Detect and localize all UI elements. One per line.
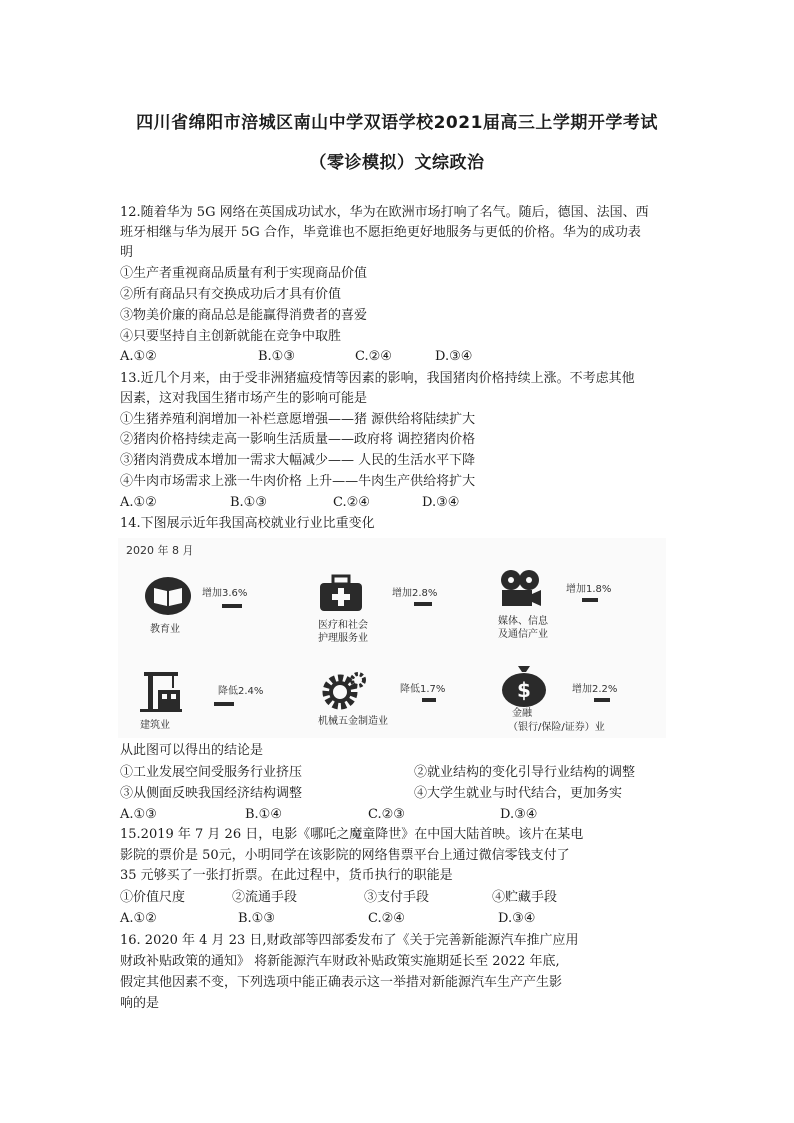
q12-option-c: C.②④ bbox=[355, 349, 392, 364]
card-medical bbox=[318, 574, 468, 654]
q13-statement-4: ④牛肉市场需求上涨一牛肉价格 上升——牛肉生产供给将扩大 bbox=[120, 474, 476, 489]
card-media-change: 增加1.8% bbox=[566, 584, 612, 595]
q13-option-b: B.①③ bbox=[230, 495, 267, 510]
q12-statement-4: ④只要坚持自主创新就能在竞争中取胜 bbox=[120, 329, 342, 344]
q15-stem-line3: 35 元够买了一张打折票。在此过程中，货币执行的职能是 bbox=[120, 868, 453, 883]
card-media-label-line2: 及通信产业 bbox=[498, 629, 548, 640]
q15-option-d: D.③④ bbox=[498, 911, 536, 926]
card-education-bar bbox=[222, 604, 242, 608]
q14-option-d: D.③④ bbox=[500, 807, 538, 822]
card-education-label: 教育业 bbox=[150, 624, 180, 635]
card-medical-change: 增加2.8% bbox=[392, 588, 438, 599]
gear-icon bbox=[318, 670, 366, 712]
card-education bbox=[144, 576, 284, 646]
exam-title-line2: （零诊模拟）文综政治 bbox=[309, 153, 485, 173]
q13-statement-2: ②猪肉价格持续走高一影响生活质量——政府将 调控猪肉价格 bbox=[120, 432, 476, 447]
q15-statement-4: ④贮藏手段 bbox=[492, 890, 558, 905]
infographic-date: 2020 年 8 月 bbox=[126, 544, 194, 557]
q14-option-a: A.①③ bbox=[120, 807, 157, 822]
q13-option-c: C.②④ bbox=[333, 495, 370, 510]
q15-option-a: A.①② bbox=[120, 911, 157, 926]
q14-option-c: C.②③ bbox=[368, 807, 405, 822]
q14-option-b: B.①④ bbox=[245, 807, 282, 822]
q16-stem-line4: 响的是 bbox=[120, 996, 160, 1011]
book-icon bbox=[144, 576, 192, 616]
medical-kit-icon bbox=[318, 574, 364, 612]
q12-stem-line2: 班牙相继与华为展开 5G 合作，毕竟谁也不愿拒绝更好地服务与更低的价格。华为的成功表 bbox=[120, 225, 641, 240]
card-finance-label-line2: （银行/保险/证券）业 bbox=[508, 722, 605, 733]
q15-stem-line2: 影院的票价是 50元，小明同学在该影院的网络售票平台上通过微信零钱支付了 bbox=[120, 848, 570, 863]
card-finance-bar bbox=[594, 698, 610, 702]
q15-option-b: B.①③ bbox=[238, 911, 275, 926]
q14-statement-1: ①工业发展空间受服务行业挤压 bbox=[120, 765, 303, 780]
card-media bbox=[494, 568, 664, 653]
card-education-change: 增加3.6% bbox=[202, 588, 248, 599]
q14-stem-line2: 从此图可以得出的结论是 bbox=[120, 743, 264, 758]
crane-building-icon bbox=[138, 670, 184, 712]
q13-option-a: A.①② bbox=[120, 495, 157, 510]
card-construction-bar bbox=[214, 702, 234, 706]
exam-title-line1: 四川省绵阳市涪城区南山中学双语学校2021届高三上学期开学考试 bbox=[136, 113, 658, 133]
card-construction-label: 建筑业 bbox=[140, 720, 170, 731]
q13-stem-line1: 13.近几个月来，由于受非洲猪瘟疫情等因素的影响，我国猪肉价格持续上涨。不考虑其他 bbox=[120, 371, 635, 386]
q14-stem-line1: 14.下图展示近年我国高校就业行业比重变化 bbox=[120, 516, 375, 531]
card-medical-label-line2: 护理服务业 bbox=[318, 633, 368, 644]
q13-option-d: D.③④ bbox=[422, 495, 460, 510]
card-finance bbox=[498, 662, 666, 736]
card-media-bar bbox=[582, 598, 598, 602]
card-construction bbox=[138, 670, 288, 736]
film-camera-icon bbox=[494, 568, 544, 612]
q12-option-a: A.①② bbox=[120, 349, 157, 364]
q14-statement-3: ③从侧面反映我国经济结构调整 bbox=[120, 786, 303, 801]
svg-text:$: $ bbox=[517, 678, 531, 702]
q13-statement-1: ①生猪养殖利润增加一补栏意愿增强——猪 源供给将陆续扩大 bbox=[120, 412, 476, 427]
card-machinery-change: 降低1.7% bbox=[400, 684, 446, 695]
q13-statement-3: ③猪肉消费成本增加一需求大幅减少—— 人民的生活水平下降 bbox=[120, 453, 476, 468]
card-finance-change: 增加2.2% bbox=[572, 684, 618, 695]
card-machinery-bar bbox=[422, 698, 436, 702]
q15-statement-2: ②流通手段 bbox=[232, 890, 298, 905]
q12-option-b: B.①③ bbox=[258, 349, 295, 364]
card-construction-change: 降低2.4% bbox=[218, 686, 264, 697]
card-media-label-line1: 媒体、信息 bbox=[498, 616, 548, 627]
q15-option-c: C.②④ bbox=[368, 911, 405, 926]
card-medical-label-line1: 医疗和社会 bbox=[318, 620, 368, 631]
q14-statement-4: ④大学生就业与时代结合，更加务实 bbox=[414, 786, 623, 801]
q12-stem-line3: 明 bbox=[120, 245, 134, 260]
q12-statement-3: ③物美价廉的商品总是能赢得消费者的喜爱 bbox=[120, 308, 368, 323]
q15-statement-3: ③支付手段 bbox=[364, 890, 430, 905]
q12-statement-2: ②所有商品只有交换成功后才具有价值 bbox=[120, 287, 342, 302]
q13-stem-line2: 因素，这对我国生猪市场产生的影响可能是 bbox=[120, 391, 368, 406]
q15-stem-line1: 15.2019 年 7 月 26 日，电影《哪吒之魔童降世》在中国大陆首映。该片在某电 bbox=[120, 827, 584, 842]
card-finance-label-line1: 金融 bbox=[512, 708, 532, 719]
employment-infographic bbox=[118, 538, 666, 738]
card-medical-bar bbox=[414, 602, 432, 606]
q15-statement-1: ①价值尺度 bbox=[120, 890, 186, 905]
q12-option-d: D.③④ bbox=[435, 349, 473, 364]
q16-stem-line1: 16. 2020 年 4 月 23 日,财政部等四部委发布了《关于完善新能源汽车推广应用 bbox=[120, 933, 579, 948]
q12-statement-1: ①生产者重视商品质量有利于实现商品价值 bbox=[120, 266, 368, 281]
q16-stem-line2: 财政补贴政策的通知》 将新能源汽车财政补贴政策实施期延长至 2022 年底, bbox=[120, 954, 560, 969]
money-bag-icon bbox=[498, 662, 550, 708]
q12-stem-line1: 12.随着华为 5G 网络在英国成功试水，华为在欧洲市场打响了名气。随后，德国、法国、西 bbox=[120, 205, 649, 220]
card-machinery-label: 机械五金制造业 bbox=[318, 716, 388, 727]
card-machinery bbox=[318, 670, 478, 736]
q16-stem-line3: 假定其他因素不变，下列选项中能正确表示这一举措对新能源汽车生产产生影 bbox=[120, 975, 563, 990]
q14-statement-2: ②就业结构的变化引导行业结构的调整 bbox=[414, 765, 636, 780]
